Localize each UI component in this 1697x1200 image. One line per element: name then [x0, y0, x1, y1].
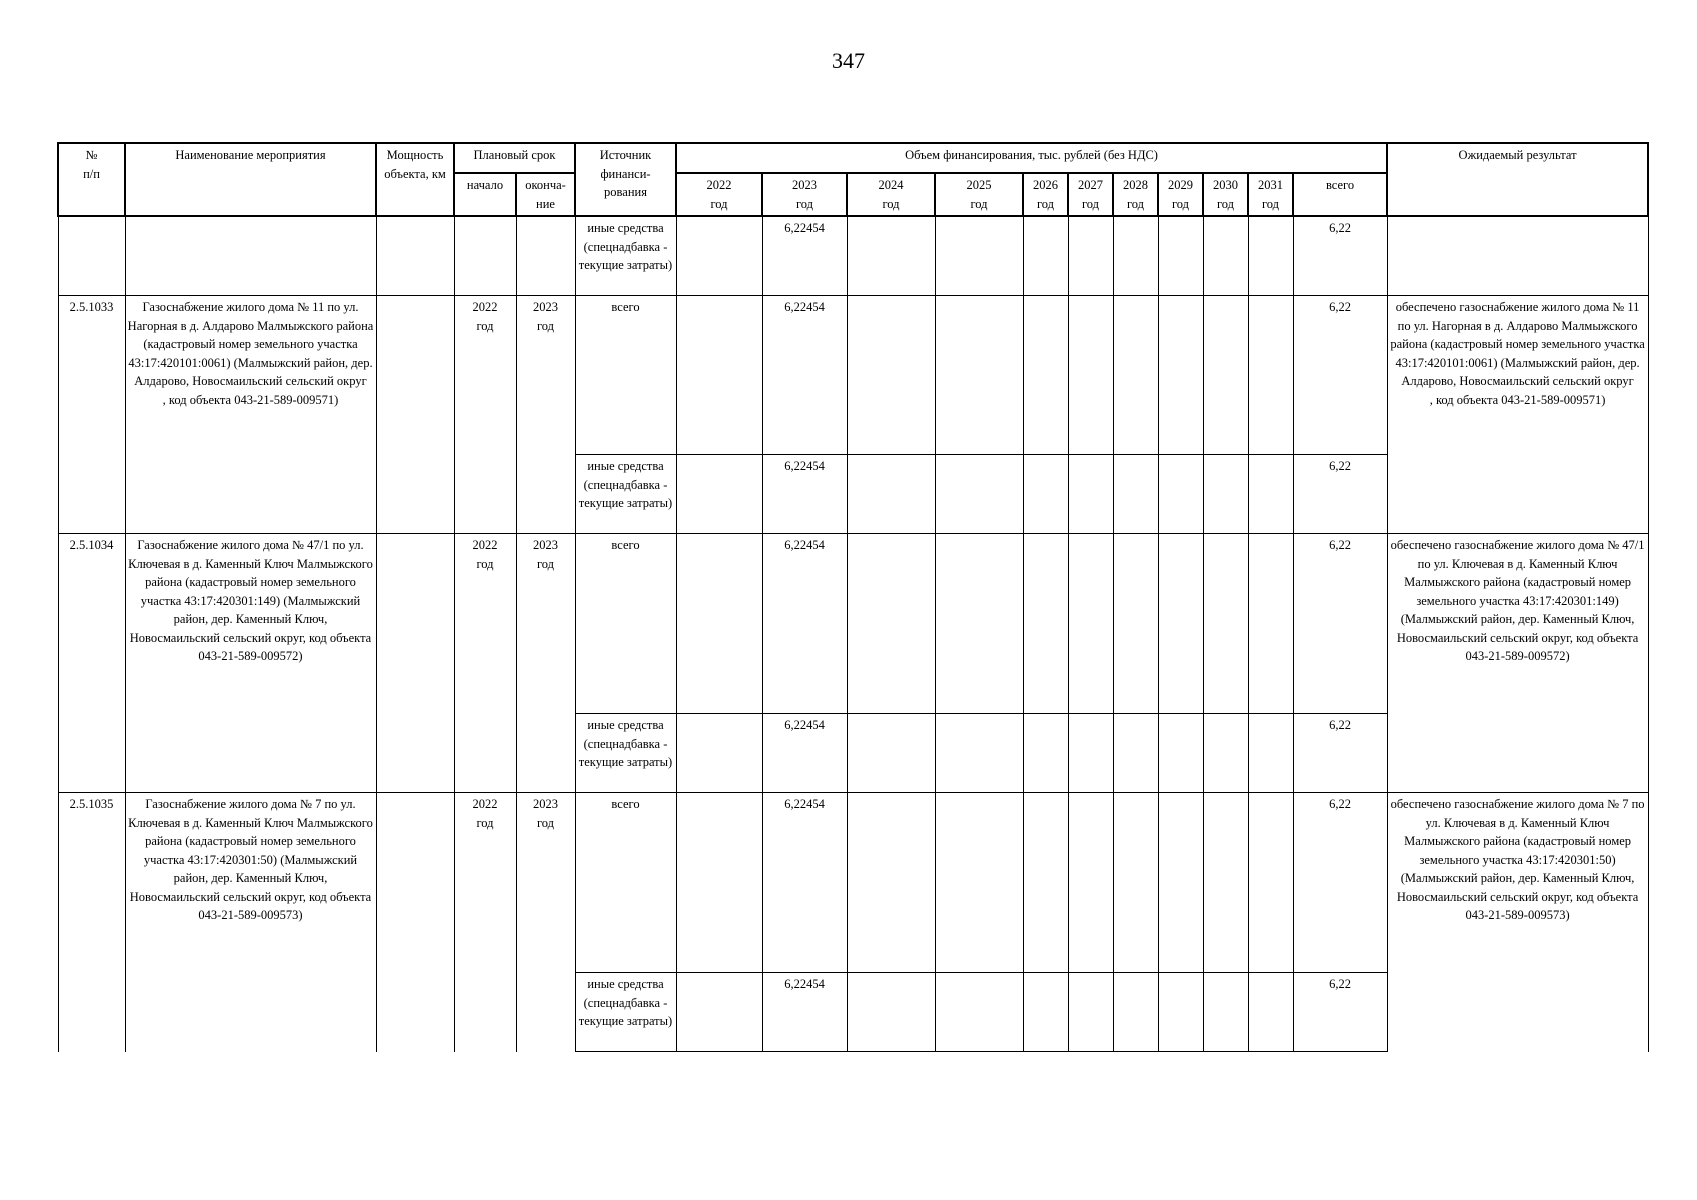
cell-y2027 [1068, 455, 1113, 534]
cell-y2028 [1113, 534, 1158, 714]
cell-y2029 [1158, 714, 1203, 793]
cell-y2022 [676, 296, 762, 455]
year-header: 2030 год [1203, 173, 1248, 216]
cell-y2023: 6,22454 [762, 216, 847, 296]
cell-y2025 [935, 714, 1023, 793]
cell-power [376, 296, 454, 534]
cell-y2026 [1023, 455, 1068, 534]
cell-end [516, 216, 575, 296]
table-body [58, 216, 1648, 1052]
cell-y2026 [1023, 296, 1068, 455]
cell-y2028 [1113, 793, 1158, 973]
cell-y2024 [847, 534, 935, 714]
cell-y2024 [847, 793, 935, 973]
cell-y2029 [1158, 534, 1203, 714]
cell-y2025 [935, 793, 1023, 973]
cell-y2028 [1113, 455, 1158, 534]
cell-name: Газоснабжение жилого дома № 7 по ул. Ключевая в д. Каменный Ключ Малмыжского района (кадастровый номер земельного участка 43:17:420301:50) (Малмыжский район, дер. Каменный Ключ, Новосмаильский сельский округ, код объекта 043-21-589-009573) [125, 793, 376, 1052]
col-source-header: Источник финанси- рования [575, 143, 676, 216]
cell-y2023: 6,22454 [762, 534, 847, 714]
cell-y2027 [1068, 216, 1113, 296]
year-header: 2031 год [1248, 173, 1293, 216]
cell-y2029 [1158, 216, 1203, 296]
year-header: 2025 год [935, 173, 1023, 216]
cell-num: 2.5.1034 [58, 534, 125, 793]
financing-table [57, 142, 1649, 1052]
cell-power [376, 534, 454, 793]
cell-power [376, 216, 454, 296]
cell-y2029 [1158, 973, 1203, 1052]
col-volume-header: Объем финансирования, тыс. рублей (без НДС) [676, 143, 1387, 173]
cell-source: всего [575, 534, 676, 714]
cell-total: 6,22 [1293, 714, 1387, 793]
cell-y2031 [1248, 714, 1293, 793]
cell-total: 6,22 [1293, 973, 1387, 1052]
year-header: 2022 год [676, 173, 762, 216]
col-term-header: Плановый срок [454, 143, 575, 173]
cell-source: иные средства (спецнадбавка - текущие затраты) [575, 714, 676, 793]
cell-y2031 [1248, 973, 1293, 1052]
year-header: 2028 год [1113, 173, 1158, 216]
cell-y2028 [1113, 714, 1158, 793]
cell-y2027 [1068, 714, 1113, 793]
cell-num: 2.5.1033 [58, 296, 125, 534]
cell-y2027 [1068, 296, 1113, 455]
table-row [58, 296, 1648, 455]
cell-y2027 [1068, 534, 1113, 714]
cell-y2026 [1023, 973, 1068, 1052]
col-power-header: Мощность объекта, км [376, 143, 454, 216]
table-header [58, 143, 1648, 216]
cell-y2027 [1068, 973, 1113, 1052]
cell-result [1387, 216, 1648, 296]
year-header: 2023 год [762, 173, 847, 216]
cell-result: обеспечено газоснабжение жилого дома № 11 по ул. Нагорная в д. Алдарово Малмыжского района (кадастровый номер земельного участка 43:17:420101:0061) (Малмыжский район, дер. Алдарово, Новосмаильский сельский округ , код объекта 043-21-589-009571) [1387, 296, 1648, 534]
cell-y2023: 6,22454 [762, 973, 847, 1052]
cell-y2024 [847, 216, 935, 296]
col-term-start-header: начало [454, 173, 516, 216]
cell-end: 2023 год [516, 534, 575, 793]
cell-total: 6,22 [1293, 216, 1387, 296]
cell-name: Газоснабжение жилого дома № 11 по ул. Нагорная в д. Алдарово Малмыжского района (кадастровый номер земельного участка 43:17:420101:0061) (Малмыжский район, дер. Алдарово, Новосмаильский сельский округ , код объекта 043-21-589-009571) [125, 296, 376, 534]
cell-y2030 [1203, 455, 1248, 534]
cell-source: всего [575, 296, 676, 455]
cell-y2028 [1113, 216, 1158, 296]
cell-source: иные средства (спецнадбавка - текущие затраты) [575, 216, 676, 296]
page-number: 347 [832, 48, 865, 73]
cell-y2029 [1158, 296, 1203, 455]
cell-source: иные средства (спецнадбавка - текущие затраты) [575, 455, 676, 534]
cell-total: 6,22 [1293, 793, 1387, 973]
cell-y2029 [1158, 793, 1203, 973]
cell-y2024 [847, 455, 935, 534]
cell-y2024 [847, 973, 935, 1052]
cell-y2030 [1203, 534, 1248, 714]
cell-y2023: 6,22454 [762, 793, 847, 973]
cell-y2022 [676, 534, 762, 714]
table-row [58, 216, 1648, 296]
cell-y2027 [1068, 793, 1113, 973]
cell-y2030 [1203, 216, 1248, 296]
cell-y2024 [847, 296, 935, 455]
cell-y2025 [935, 973, 1023, 1052]
cell-y2026 [1023, 793, 1068, 973]
cell-y2022 [676, 455, 762, 534]
cell-y2029 [1158, 455, 1203, 534]
cell-y2030 [1203, 973, 1248, 1052]
cell-total: 6,22 [1293, 296, 1387, 455]
cell-y2031 [1248, 296, 1293, 455]
cell-y2022 [676, 973, 762, 1052]
cell-y2023: 6,22454 [762, 714, 847, 793]
cell-name: Газоснабжение жилого дома № 47/1 по ул. Ключевая в д. Каменный Ключ Малмыжского района (кадастровый номер земельного участка 43:17:420301:149) (Малмыжский район, дер. Каменный Ключ, Новосмаильский сельский округ, код объекта 043-21-589-009572) [125, 534, 376, 793]
col-term-end-header: оконча- ние [516, 173, 575, 216]
cell-result: обеспечено газоснабжение жилого дома № 47/1 по ул. Ключевая в д. Каменный Ключ Малмыжского района (кадастровый номер земельного участка 43:17:420301:149) (Малмыжский район, дер. Каменный Ключ, Новосмаильский сельский округ, код объекта 043-21-589-009572) [1387, 534, 1648, 793]
cell-y2028 [1113, 296, 1158, 455]
year-header: 2024 год [847, 173, 935, 216]
cell-y2022 [676, 216, 762, 296]
cell-start [454, 216, 516, 296]
cell-y2024 [847, 714, 935, 793]
col-result-header: Ожидаемый результат [1387, 143, 1648, 216]
cell-y2031 [1248, 793, 1293, 973]
cell-y2026 [1023, 714, 1068, 793]
cell-power [376, 793, 454, 1052]
year-header: 2027 год [1068, 173, 1113, 216]
cell-y2026 [1023, 216, 1068, 296]
table-row [58, 793, 1648, 973]
cell-y2030 [1203, 296, 1248, 455]
cell-y2028 [1113, 973, 1158, 1052]
cell-start: 2022 год [454, 793, 516, 1052]
cell-name [125, 216, 376, 296]
total-header: всего [1293, 173, 1387, 216]
cell-start: 2022 год [454, 534, 516, 793]
cell-num: 2.5.1035 [58, 793, 125, 1052]
year-header: 2026 год [1023, 173, 1068, 216]
cell-y2025 [935, 534, 1023, 714]
cell-y2025 [935, 296, 1023, 455]
cell-y2030 [1203, 714, 1248, 793]
col-name-header: Наименование мероприятия [125, 143, 376, 216]
cell-source: всего [575, 793, 676, 973]
cell-total: 6,22 [1293, 534, 1387, 714]
cell-y2031 [1248, 216, 1293, 296]
cell-source: иные средства (спецнадбавка - текущие затраты) [575, 973, 676, 1052]
cell-y2023: 6,22454 [762, 455, 847, 534]
cell-result: обеспечено газоснабжение жилого дома № 7 по ул. Ключевая в д. Каменный Ключ Малмыжского района (кадастровый номер земельного участка 43:17:420301:50) (Малмыжский район, дер. Каменный Ключ, Новосмаильский сельский округ, код объекта 043-21-589-009573) [1387, 793, 1648, 1052]
cell-y2031 [1248, 534, 1293, 714]
cell-y2023: 6,22454 [762, 296, 847, 455]
cell-y2026 [1023, 534, 1068, 714]
cell-start: 2022 год [454, 296, 516, 534]
cell-y2022 [676, 793, 762, 973]
cell-y2025 [935, 216, 1023, 296]
cell-end: 2023 год [516, 793, 575, 1052]
cell-y2025 [935, 455, 1023, 534]
cell-end: 2023 год [516, 296, 575, 534]
cell-y2030 [1203, 793, 1248, 973]
year-header: 2029 год [1158, 173, 1203, 216]
col-num-header: № п/п [58, 143, 125, 216]
table-row [58, 534, 1648, 714]
cell-y2031 [1248, 455, 1293, 534]
cell-y2022 [676, 714, 762, 793]
cell-total: 6,22 [1293, 455, 1387, 534]
cell-num [58, 216, 125, 296]
